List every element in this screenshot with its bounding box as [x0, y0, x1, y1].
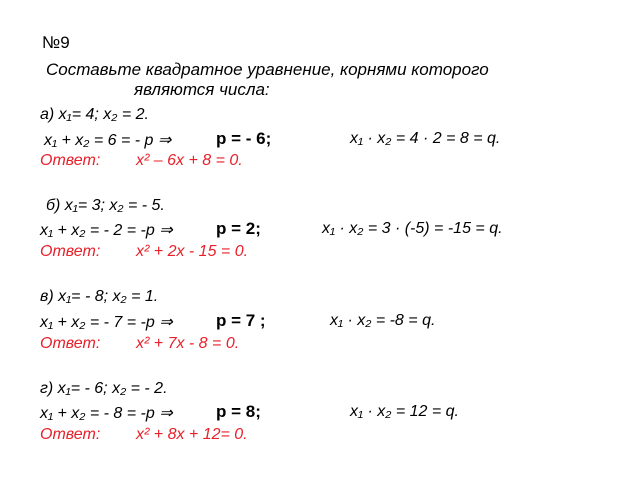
part-d-roots: г) x₁= - 6; x₂ = - 2. [40, 380, 168, 397]
part-b-product: x₁ · x₂ = 3 · (-5) = -15 = q. [322, 220, 503, 237]
part-d-p: p = 8; [216, 402, 261, 421]
part-a-sum: x₁ + x₂ = 6 = - p ⇒ [44, 132, 172, 149]
part-c-sum: x₁ + x₂ = - 7 = -p ⇒ [40, 314, 173, 331]
answer-equation: x² – 6x + 8 = 0. [136, 152, 243, 169]
part-d-product: x₁ · x₂ = 12 = q. [350, 403, 459, 420]
slide-title: №9 [42, 33, 70, 52]
part-c-answer [40, 335, 239, 353]
answer-equation: x² + 7x - 8 = 0. [136, 335, 240, 352]
part-d-answer [40, 426, 248, 444]
part-a-product: x₁ · x₂ = 4 · 2 = 8 = q. [350, 130, 501, 147]
task-line-1: Составьте квадратное уравнение, корнями которого [46, 60, 489, 79]
part-a-p: p = - 6; [216, 129, 272, 148]
part-c-p: p = 7 ; [216, 311, 266, 330]
answer-label: Ответ: [40, 152, 101, 169]
part-d-sum: x₁ + x₂ = - 8 = -p ⇒ [40, 405, 173, 422]
part-b-sum: x₁ + x₂ = - 2 = -p ⇒ [40, 222, 173, 239]
answer-equation: x² + 8x + 12= 0. [136, 426, 248, 443]
part-b-roots: б) x₁= 3; x₂ = - 5. [46, 197, 165, 214]
task-statement [46, 60, 489, 100]
part-c-roots: в) x₁= - 8; x₂ = 1. [40, 288, 159, 305]
part-b-p: p = 2; [216, 219, 261, 238]
part-c-product: x₁ · x₂ = -8 = q. [330, 312, 436, 329]
answer-label: Ответ: [40, 243, 101, 260]
part-b-answer [40, 243, 248, 261]
part-a-roots: а) x₁= 4; x₂ = 2. [40, 106, 149, 123]
task-line-2: являются числа: [134, 80, 270, 99]
part-a-answer [40, 152, 243, 170]
answer-equation: x² + 2x - 15 = 0. [136, 243, 249, 260]
answer-label: Ответ: [40, 426, 101, 443]
answer-label: Ответ: [40, 335, 101, 352]
